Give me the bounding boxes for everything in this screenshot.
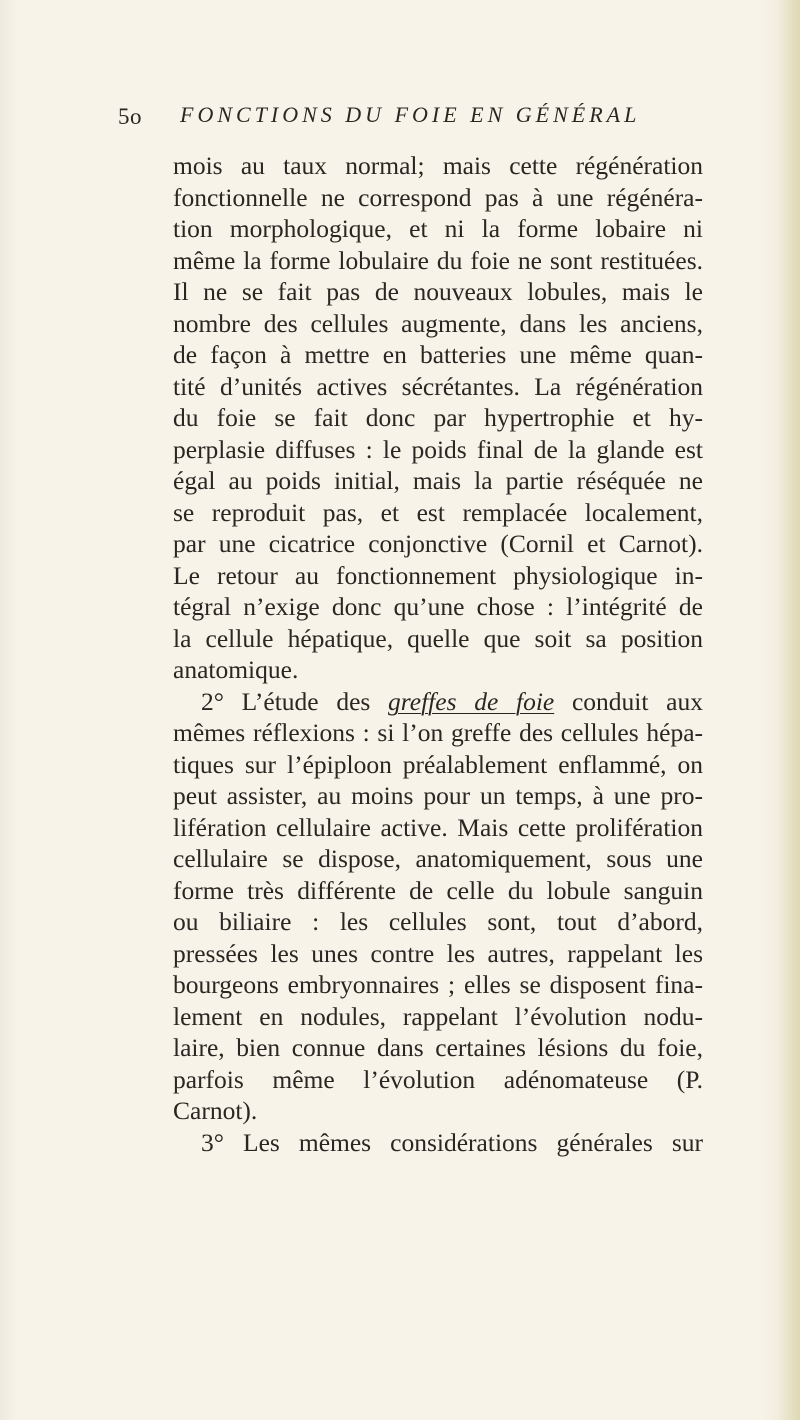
text-line: mois au taux normal; mais cette régénération [173,151,703,180]
text-line: bourgeons embryonnaires ; elles se disposent fina- [173,970,703,999]
text-line: mêmes réflexions : si l’on greffe des cellules hépa- [173,718,703,747]
text-line: peut assister, au moins pour un temps, à une pro- [173,781,703,810]
text-line: parfois même l’évolution adénomateuse (P. [173,1064,703,1094]
text-line: lifération cellulaire active. Mais cette prolifération [173,812,703,842]
text-line: par une cicatrice conjonctive (Cornil et Carnot). [173,529,703,558]
emphasis-greffes-de-foie: greffes de foie [388,686,555,716]
text-line: Carnot). [173,1096,258,1125]
text-line: lement en nodules, rappelant l’évolution nodu- [173,1001,703,1031]
text-fragment: 2° L’étude des [201,686,371,716]
text-line: égal au poids initial, mais la partie réséquée ne [173,466,703,495]
text-line: laire, bien connue dans certaines lésions du foie, [173,1033,703,1062]
page-number: 5o [118,104,142,129]
text-line: la cellule hépatique, quelle que soit sa position [173,623,703,653]
text-line: tion morphologique, et ni la forme lobaire ni [173,214,703,243]
paragraph-3-first-line: 3° Les mêmes considérations générales sur [201,1127,703,1157]
running-title: FONCTIONS DU FOIE EN GÉNÉRAL [180,102,641,127]
text-line: perplasie diffuses : le poids final de la glande est [173,434,703,464]
running-header [118,100,708,140]
text-line: de façon à mettre en batteries une même quan- [173,340,703,369]
text-line: même la forme lobulaire du foie ne sont restituées. [173,245,703,275]
text-line: anatomique. [173,655,299,684]
text-line: ou biliaire : les cellules sont, tout d’abord, [173,907,703,936]
page-edge-shadow [778,0,800,1420]
text-line: Le retour au fonctionnement physiologique in- [173,560,703,590]
paragraph-2-first-line [173,686,703,718]
text-line: se reproduit pas, et est remplacée localement, [173,497,703,527]
text-line: tiques sur l’épiploon préalablement enflammé, on [173,749,703,779]
text-line: du foie se fait donc par hypertrophie et hy- [173,403,703,432]
text-line: fonctionnelle ne correspond pas à une régénéra- [173,182,703,212]
text-line: nombre des cellules augmente, dans les anciens, [173,308,703,338]
text-line: Il ne se fait pas de nouveaux lobules, mais le [173,277,703,306]
text-line: tégral n’exige donc qu’une chose : l’intégrité de [173,592,703,621]
text-line: cellulaire se dispose, anatomiquement, sous une [173,844,703,873]
text-line: pressées les unes contre les autres, rappelant les [173,938,703,968]
body-text [173,150,703,1158]
text-fragment: conduit aux [571,686,703,716]
text-line: tité d’unités actives sécrétantes. La régénération [173,371,703,401]
text-line: forme très différente de celle du lobule sanguin [173,875,703,905]
